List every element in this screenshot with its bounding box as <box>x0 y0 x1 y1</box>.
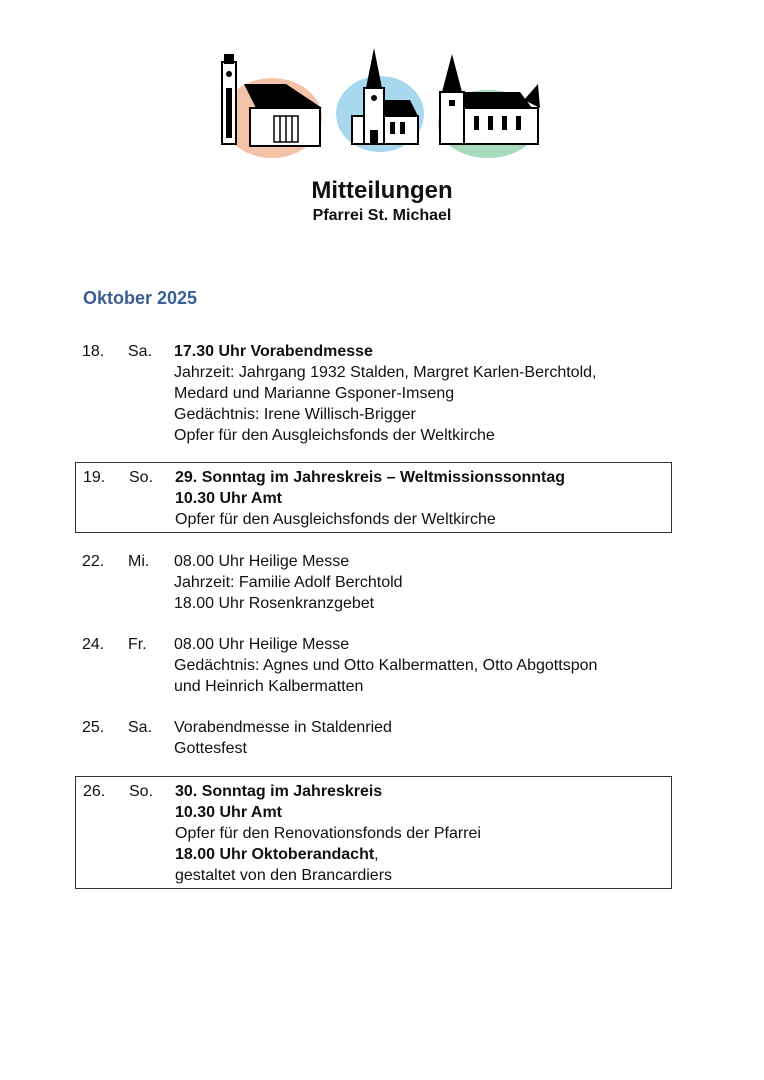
entry-day: 25. <box>82 719 105 736</box>
page-subtitle: Pfarrei St. Michael <box>312 207 452 224</box>
entry-day: 26. <box>83 783 106 800</box>
entry-line: 17.30 Uhr Vorabendmesse <box>174 343 373 360</box>
month-heading: Oktober 2025 <box>83 288 198 308</box>
entry-day: 22. <box>82 553 105 570</box>
entry-line: Vorabendmesse in Staldenried <box>174 719 392 736</box>
entry-line: und Heinrich Kalbermatten <box>174 678 364 695</box>
entry-line: Jahrzeit: Familie Adolf Berchtold <box>174 574 403 591</box>
schedule-entry <box>75 547 672 616</box>
entry-line: Gottesfest <box>174 740 247 757</box>
entry-weekday: Sa. <box>128 719 153 736</box>
entry-line: 08.00 Uhr Heilige Messe <box>174 553 350 570</box>
entry-weekday: Sa. <box>128 343 153 360</box>
entry-line: 10.30 Uhr Amt <box>175 490 282 507</box>
entry-line-bold-part: 18.00 Uhr Oktoberandacht <box>175 846 375 863</box>
entry-line: 30. Sonntag im Jahreskreis <box>175 783 383 800</box>
entry-line-rest: , <box>374 846 379 863</box>
parish-logo <box>214 44 544 162</box>
schedule-entry <box>75 630 672 699</box>
entry-line: Jahrzeit: Jahrgang 1932 Stalden, Margret Karlen-Berchtold, <box>174 364 597 381</box>
entry-line: Opfer für den Renovationsfonds der Pfarrei <box>175 825 481 842</box>
entry-line: Opfer für den Ausgleichsfonds der Weltkirche <box>174 427 495 444</box>
entry-line: 08.00 Uhr Heilige Messe <box>174 636 350 653</box>
entry-line: 10.30 Uhr Amt <box>175 804 282 821</box>
entry-day: 18. <box>82 343 105 360</box>
entry-line: Medard und Marianne Gsponer-Imseng <box>174 385 455 402</box>
page-title: Mitteilungen <box>311 177 453 204</box>
entry-line: Gedächtnis: Irene Willisch-Brigger <box>174 406 416 423</box>
church-nave-icon <box>440 54 540 144</box>
entry-line: Gedächtnis: Agnes und Otto Kalbermatten, Otto Abgottspon <box>174 657 598 674</box>
schedule-entry-highlighted <box>75 462 672 533</box>
entry-weekday: So. <box>129 783 154 800</box>
entry-weekday: So. <box>129 469 154 486</box>
church-modern-icon <box>222 54 322 146</box>
entry-line: 18.00 Uhr Rosenkranzgebet <box>174 595 375 612</box>
schedule-entry-highlighted <box>75 776 672 889</box>
entry-line: 29. Sonntag im Jahreskreis – Weltmissionssonntag <box>175 469 566 486</box>
entry-line: gestaltet von den Brancardiers <box>175 867 393 884</box>
schedule-entry <box>75 713 672 761</box>
entry-line <box>175 844 671 865</box>
entry-weekday: Mi. <box>128 553 150 570</box>
entry-line: Opfer für den Ausgleichsfonds der Weltkirche <box>175 511 496 528</box>
schedule-entry <box>75 337 672 448</box>
entry-day: 24. <box>82 636 105 653</box>
entry-day: 19. <box>83 469 106 486</box>
entry-weekday: Fr. <box>128 636 147 653</box>
